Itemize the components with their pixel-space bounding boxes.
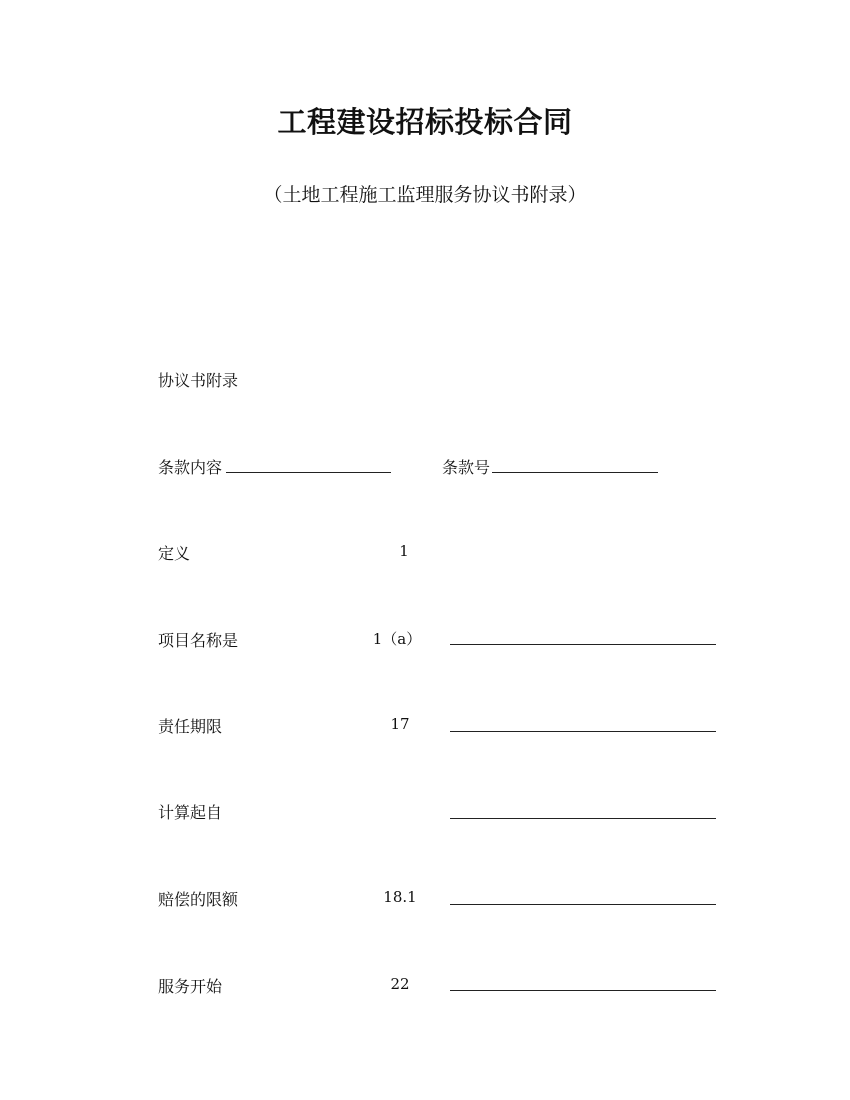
row-label-definition: 定义 (158, 544, 191, 563)
row-clause-project-name: 1（a） (372, 630, 422, 648)
row-label-service-start: 服务开始 (158, 977, 223, 996)
document-title: 工程建设招标投标合同 (277, 105, 573, 139)
row-clause-definition: 1 (399, 542, 409, 560)
row-label-project-name: 项目名称是 (158, 631, 239, 650)
document-subtitle: （土地工程施工监理服务协议书附录） (263, 184, 587, 206)
clause-content-header: 条款内容 (158, 458, 223, 477)
row-label-liability-period: 责任期限 (158, 717, 223, 736)
row-label-calculated-from: 计算起自 (158, 803, 223, 822)
row-clause-compensation-limit: 18.1 (383, 888, 417, 906)
row-fill-line-service-start[interactable] (450, 990, 716, 991)
clause-number-header: 条款号 (442, 458, 491, 477)
section-heading: 协议书附录 (158, 371, 239, 390)
row-clause-service-start: 22 (390, 975, 410, 993)
row-fill-line-compensation-limit[interactable] (450, 904, 716, 905)
row-clause-liability-period: 17 (390, 715, 410, 733)
row-fill-line-calculated-from[interactable] (450, 818, 716, 819)
clause-content-underline (226, 472, 391, 473)
row-fill-line-liability-period[interactable] (450, 731, 716, 732)
clause-number-underline (492, 472, 658, 473)
row-fill-line-project-name[interactable] (450, 644, 716, 645)
row-label-compensation-limit: 赔偿的限额 (158, 890, 239, 909)
